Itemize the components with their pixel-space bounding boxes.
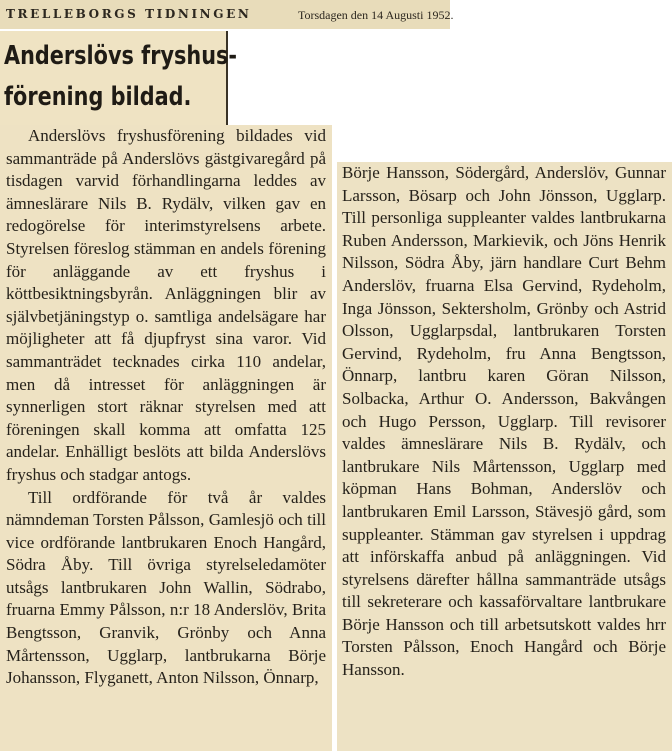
column-left-text <box>6 125 326 690</box>
publication-date: Torsdagen den 14 Augusti 1952. <box>298 8 454 22</box>
masthead-strip <box>0 0 454 29</box>
article-headline <box>4 36 238 118</box>
headline-line-1: Anderslövs fryshus- <box>4 41 238 71</box>
newspaper-name: TRELLEBORGS TIDNINGEN <box>6 7 252 21</box>
paragraph-3: Börje Hansson, Södergård, Anderslöv, Gunnar Larsson, Bösarp och John Jönsson, Ugglarp. Till personliga suppleanter valdes lantbrukarna Ruben Andersson, Markievik, och Jöns Henrik Nilsson, Södra Åby, järn handlare Curt Behm Anderslöv, fruarna Elsa Gervind, Rydeholm, Inga Jönsson, Sektersholm, Grönby och Astrid Olsson, Ugglarpsdal, lantbrukaren Torsten Gervind, Rydeholm, fru Anna Bengtsson, Önnarp, lantbru karen Göran Nilsson, Solbacka, Arthur O. Andersson, Bakvången och Hugo Persson, Ugglarp. Till revisorer valdes ämneslärare Nils B. Rydälv, och lantbrukare Nils Mårtensson, Ugglarp med köpman Hans Bohman, Anderslöv och lantbrukaren Emil Larsson, Stävesjö gård, som suppleanter. Stämman gav styrelsen i uppdrag att införskaffa anbud på anläggningen. Vid styrelsens därefter hållna sammanträde utsågs till sekreterare och kassaförvaltare lantbrukare Börje Hansson och till arbetsutskott valdes hrr Torsten Pålsson, Enoch Hangård och Börje Hansson. <box>342 163 666 680</box>
headline-line-2: förening bildad. <box>4 82 192 112</box>
paragraph-1: Anderslövs fryshusförening bildades vid sammanträde på Anderslövs gästgivaregård på tisdagen varvid förhandlingarna leddes av ämneslärare Nils B. Rydälv, vilken gav en redogörelse för interimstyrelsens arbete. Styrelsen föreslog stämman en andels förening för anläggande av ett fryshus i köttbesiktningsbyrån. Anläggningen blir av självbetjäningstyp o. samtliga andelsägare har möjligheter att få djupfryst sina varor. Vid sammanträdet tecknades cirka 110 andelar, men då intresset för anläggningen är synnerligen stort räknar styrelsen med att föreningen skall komma att omfatta 125 andelar. Enhälligt beslöts att bilda Anderslövs fryshus och stadgar antogs. <box>6 126 326 484</box>
column-right-text <box>342 162 666 682</box>
paragraph-2: Till ordförande för två år valdes nämndeman Torsten Pålsson, Gamlesjö och till vice ordförande lantbrukaren Enoch Hangård, Södra Åby. Till övriga styrelseledamöter utsågs lantbrukaren John Wallin, Södrabo, fruarna Emmy Pålsson, n:r 18 Anderslöv, Brita Bengtsson, Granvik, Grönby och Anna Mårtensson, Ugglarp, lantbrukarna Börje Johansson, Flyganett, Anton Nilsson, Önnarp, <box>6 487 326 688</box>
